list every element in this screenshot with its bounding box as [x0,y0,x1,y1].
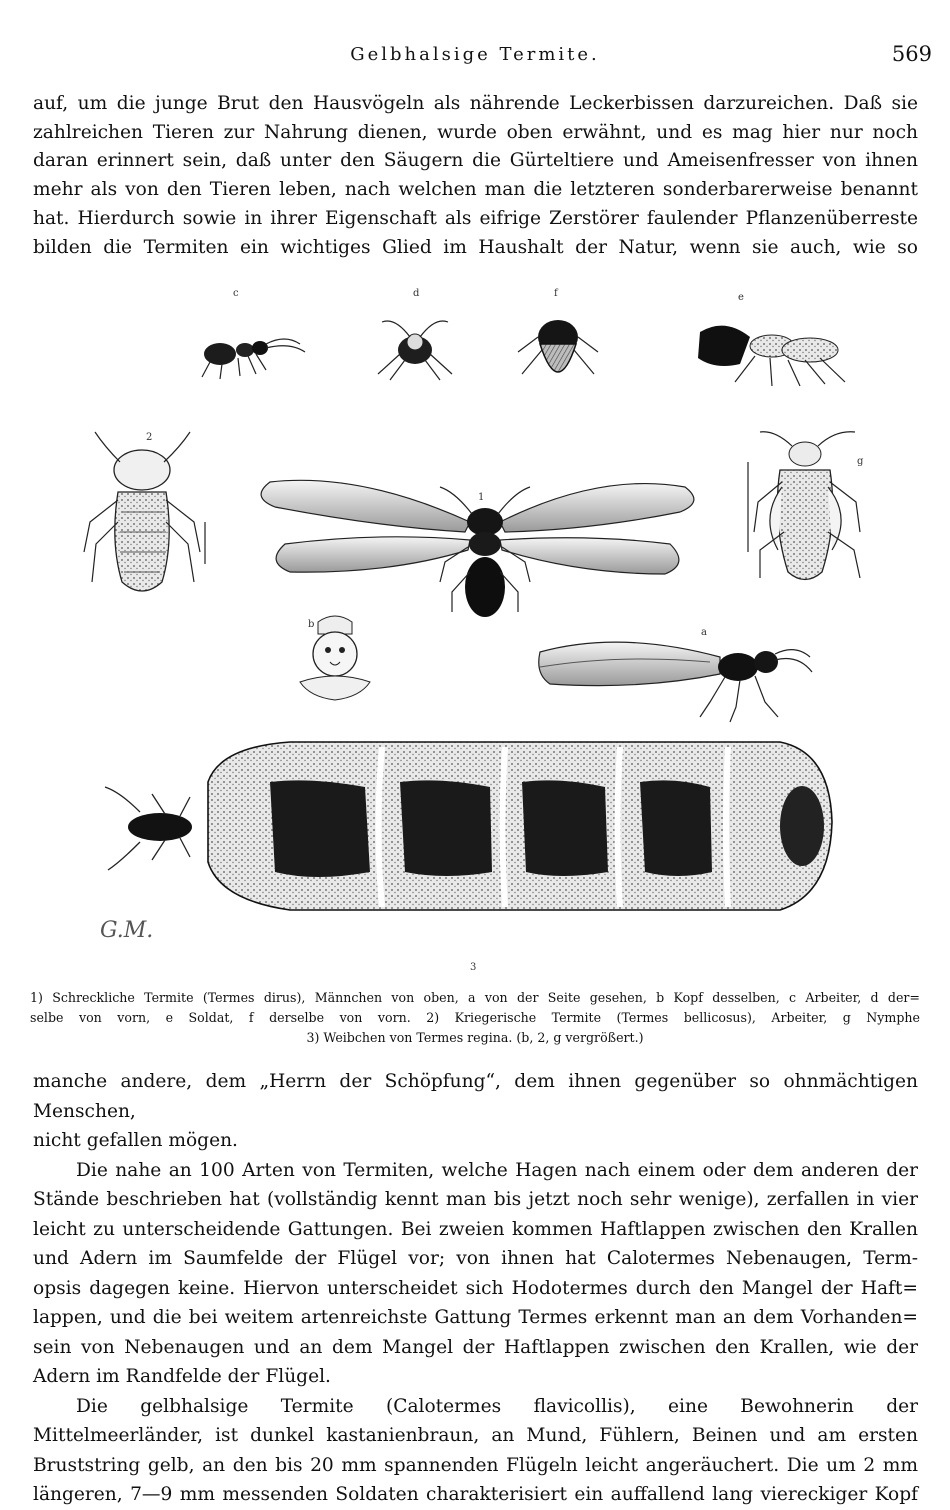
text-line: und Adern im Saumfelde der Flügel vor; von ihnen hat Calotermes Nebenaugen, Term- [33,1248,918,1269]
caption-line: 3) Weibchen von Termes regina. (b, 2, g vergrößert.) [306,1029,644,1045]
body-paragraph-2 [33,1156,918,1392]
text-line: opsis dagegen keine. Hiervon unterscheidet sich Hodotermes durch den Mangel der Haft= [33,1277,918,1299]
text-line: auf, um die junge Brut den Hausvögeln als nährende Leckerbissen darzureichen. Daß sie [33,93,918,114]
label-a: a [701,627,707,638]
label-f: f [554,288,558,299]
figure-2-worker [84,432,205,591]
text-line: lappen, und die bei weitem artenreichste Gattung Termes erkennt man an dem Vorhanden= [33,1307,918,1328]
text-line: bilden die Termiten ein wichtiges Glied im Haushalt der Natur, wenn sie auch, wie so [33,236,918,258]
text-line: Die nahe an 100 Arten von Termiten, welche Hagen nach einem oder dem anderen der [76,1159,918,1181]
text-line: manche andere, dem „Herrn der Schöpfung“, dem ihnen gegenüber so ohnmächtigen Menschen, [33,1071,918,1122]
label-e: e [738,292,744,303]
figure-3-queen [100,742,832,973]
text-line: zahlreichen Tieren zur Nahrung dienen, wurde oben erwähnt, und es mag hier nur noch [33,121,918,143]
text-line: Adern im Randfelde der Flügel. [33,1366,331,1387]
text-line: hat. Hierdurch sowie in ihrer Eigenschaft als eifrige Zerstörer faulender Pflanzenüberreste [33,207,918,229]
figure-f-soldier-front [518,288,598,374]
body-text [33,1067,918,1510]
figure-b-head [300,616,370,700]
label-1: 1 [478,492,485,503]
figure-g-nymph [748,432,864,580]
figure-c-worker [202,288,305,379]
artist-signature: G.M. [100,918,154,943]
label-c: c [233,288,239,299]
label-2: 2 [146,432,153,443]
caption-line: selbe von vorn, e Soldat, f derselbe von vorn. 2) Kriegerische Termite (Termes bellicosus), Arbeiter, g Nymphe [30,1009,920,1025]
body-paragraph-3 [33,1392,918,1510]
caption-line: 1) Schreckliche Termite (Termes dirus), Männchen von oben, a von der Seite gesehen, b Kopf desselben, c Arbeiter, d der= [30,990,920,1005]
body-paragraph-1 [33,1067,918,1156]
figure-caption [30,988,920,1047]
label-g: g [857,456,864,467]
label-d: d [413,288,420,299]
text-line: Stände beschrieben hat (vollständig kennt man bis jetzt noch sehr wenige), zerfallen in vier [33,1189,918,1210]
text-line: sein von Nebenaugen und an dem Mangel der Haftlappen zwischen den Krallen, wie der [33,1336,918,1358]
figure-a-male-side [539,627,812,722]
text-line: Die gelbhalsige Termite (Calotermes flavicollis), eine Bewohnerin der [76,1395,918,1417]
page-header [0,40,950,80]
text-line: längeren, 7—9 mm messenden Soldaten charakterisiert ein auffallend lang viereckiger Kopf [33,1484,918,1505]
text-line: Mittelmeerländer, ist dunkel kastanienbraun, an Mund, Fühlern, Beinen und am ersten [33,1425,918,1446]
text-line: nicht gefallen mögen. [33,1130,238,1151]
termite-illustration [60,282,890,982]
paragraph-top [33,90,918,262]
figure-e-soldier [698,292,845,386]
page-number: 569 [891,42,932,66]
running-title: Gelbhalsige Termite. [350,44,600,65]
text-line: mehr als von den Tieren leben, nach welchen man die letzteren sonderbarerweise benannt [33,179,918,201]
label-b: b [308,619,315,630]
figure-d-worker-front [378,288,452,380]
text-line: leicht zu unterscheidende Gattungen. Bei zweien kommen Haftlappen zwischen den Krallen [33,1218,918,1240]
figure-1-winged-male [261,480,694,617]
text-line: Bruststring gelb, an den bis 20 mm spannenden Flügeln leicht angeräuchert. Die um 2 mm [33,1454,918,1476]
label-3: 3 [470,962,477,973]
text-line: daran erinnert sein, daß unter den Säugern die Gürteltiere und Ameisenfresser von ihnen [33,150,918,172]
